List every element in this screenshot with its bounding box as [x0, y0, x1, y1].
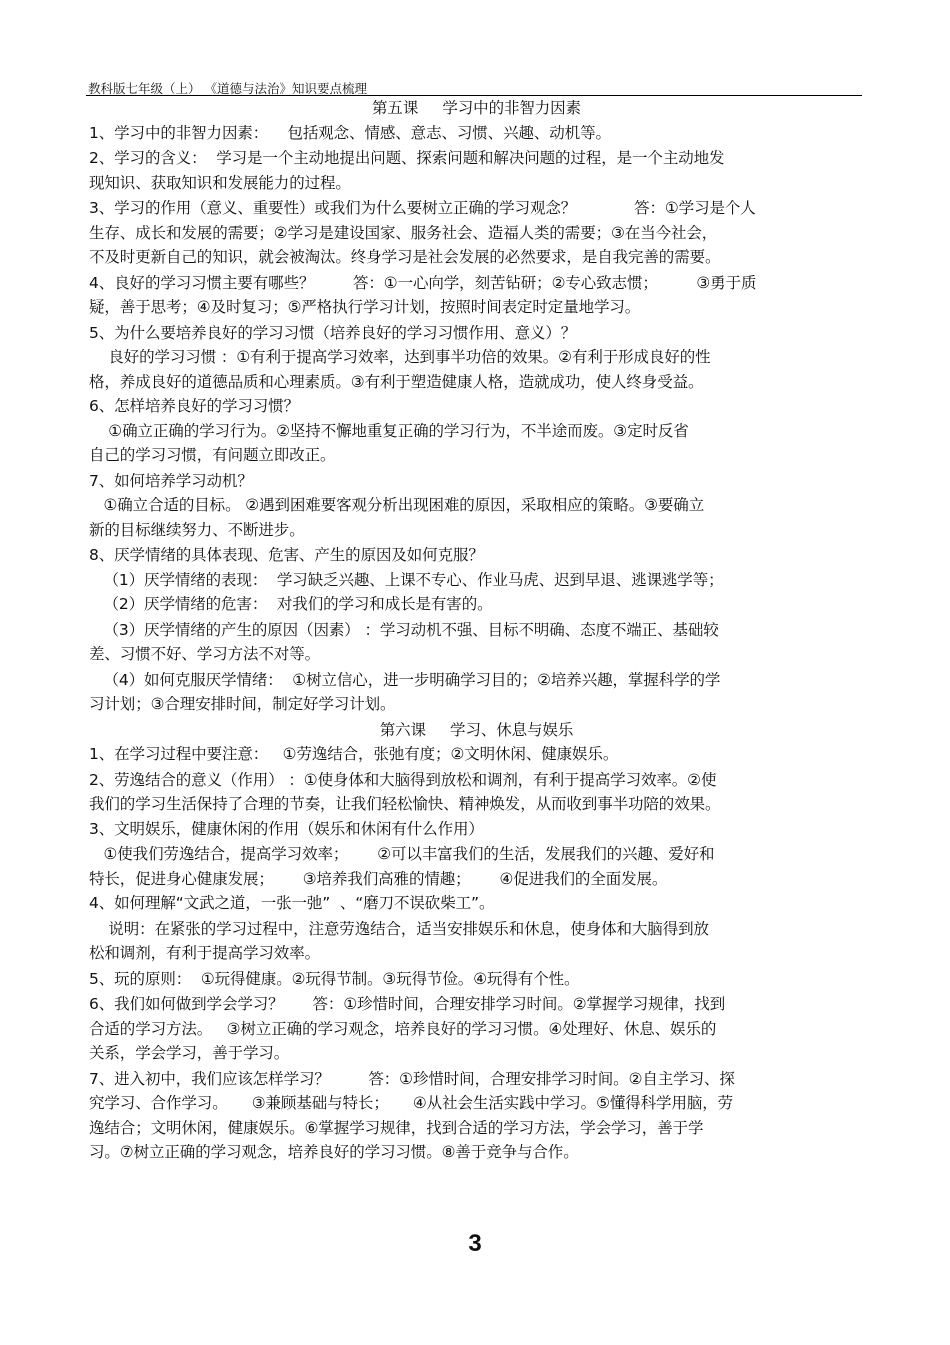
page-header: 教科版七年级（上） 《道德与法治》知识要点梳理 [88, 81, 367, 96]
text-line: ①确立正确的学习行为。②坚持不懈地重复正确的学习行为，不半途而废。③定时反省 [89, 421, 689, 440]
text-line: 4、如何理解“文武之道，一张一弛” 、“磨刀不误砍柴工”。 [89, 894, 495, 912]
text-line: 说明：在紧张的学习过程中，注意劳逸结合，适当安排娱乐和休息，使身体和大脑得到放 [89, 919, 709, 938]
text-line: 习。⑦树立正确的学习观念，培养良好的学习习惯。⑧善于竞争与合作。 [89, 1143, 579, 1161]
text-line: （3）厌学情绪的产生的原因（因素） ：学习动机不强、目标不明确、态度不端正、基础较 [89, 620, 719, 639]
text-line: 6、我们如何做到学会学习？ 答：①珍惜时间，合理安排学习时间。②掌握学习规律，找到 [89, 995, 726, 1013]
text-line: 不及时更新自己的知识，就会被淘汰。终身学习是社会发展的必然要求，是自我完善的需要。 [89, 248, 721, 266]
text-line: 5、玩的原则： ①玩得健康。②玩得节制。③玩得节俭。④玩得有个性。 [89, 969, 580, 988]
text-line: （4）如何克服厌学情绪： ①树立信心，进一步明确学习目的；②培养兴趣，掌握科学的学 [89, 670, 721, 689]
text-line: 7、进入初中，我们应该怎样学习？ 答：①珍惜时间，合理安排学习时间。②自主学习、探 [89, 1069, 735, 1088]
page-number: 3 [468, 1230, 482, 1257]
text-line: 1、在学习过程中要注意： ①劳逸结合，张弛有度；②文明休闲、健康娱乐。 [89, 745, 619, 763]
text-line: 1、学习中的非智力因素： 包括观念、情感、意志、习惯、兴趣、动机等。 [89, 123, 611, 142]
text-line: 疑，善于思考；④及时复习；⑤严格执行学习计划，按照时间表定时定量地学习。 [89, 298, 641, 316]
text-line: ①确立合适的目标。 ②遇到困难要客观分析出现困难的原因，采取相应的策略。③要确立 [89, 496, 705, 514]
text-line: 现知识、获取知识和发展能力的过程。 [89, 173, 351, 192]
text-line: 3、学习的作用（意义、重要性）或我们为什么要树立正确的学习观念？ 答：①学习是个人 [89, 199, 756, 217]
text-line: 良好的学习习惯 ：①有利于提高学习效率，达到事半功倍的效果。②有利于形成良好的性 [89, 348, 711, 366]
text-line: 8、厌学情绪的具体表现、危害、产生的原因及如何克服？ [89, 546, 484, 564]
text-line: 逸结合；文明休闲，健康娱乐。⑥掌握学习规律，找到合适的学习方法，学会学习，善于学 [89, 1118, 704, 1137]
text-line: ①使我们劳逸结合，提高学习效率； ②可以丰富我们的生活，发展我们的兴趣、爱好和 [89, 845, 715, 863]
text-line: （1）厌学情绪的表现： 学习缺乏兴趣、上课不专心、作业马虎、迟到早退、逃课逃学等； [89, 570, 724, 589]
text-line: 我们的学习生活保持了合理的节奏，让我们轻松愉快、精神焕发，从而收到事半功陪的效果。 [89, 795, 721, 813]
text-line: （2）厌学情绪的危害： 对我们的学习和成长是有害的。 [89, 595, 493, 613]
text-line: 7、如何培养学习动机？ [89, 471, 253, 490]
text-line: 生存、成长和发展的需要；②学习是建设国家、服务社会、造福人类的需要；③在当今社会， [89, 223, 718, 242]
text-line: 格，养成良好的道德品质和心理素质。③有利于塑造健康人格，造就成功，使人终身受益。 [89, 372, 704, 391]
text-line: 关系，学会学习，善于学习。 [89, 1044, 290, 1062]
text-line: 松和调剂，有利于提高学习效率。 [89, 944, 321, 962]
text-line: 5、为什么要培养良好的学习习惯（培养良好的学习习惯作用、意义）？ [89, 323, 577, 342]
text-line: 究学习、合作学习。 ③兼顾基础与特长； ④从社会生活实践中学习。⑤懂得科学用脑，劳 [89, 1094, 734, 1112]
text-line: 特长，促进身心健康发展； ③培养我们高雅的情趣； ④促进我们的全面发展。 [89, 869, 668, 888]
text-line: 4、良好的学习习惯主要有哪些？ 答：①一心向学，刻苦钻研；②专心致志惯； ③勇于质 [89, 273, 757, 292]
text-line: 2、劳逸结合的意义（作用） ：①使身体和大脑得到放松和调剂，有利于提高学习效率。②使 [89, 770, 717, 789]
text-line: 合适的学习方法。 ③树立正确的学习观念，培养良好的学习习惯。④处理好、休息、娱乐的 [89, 1019, 717, 1038]
text-line: 新的目标继续努力、不断进步。 [89, 520, 305, 539]
text-line: 2、学习的含义： 学习是一个主动地提出问题、探索问题和解决问题的过程，是一个主动地发 [89, 149, 725, 167]
text-line: 3、文明娱乐，健康休闲的作用（娱乐和休闲有什么作用） [89, 819, 484, 838]
lesson-title: 第五课 学习中的非智力因素 [372, 99, 581, 117]
text-line: 自己的学习习惯，有问题立即改正。 [89, 446, 336, 464]
document-body [89, 96, 864, 1165]
lesson-title: 第六课 学习、休息与娱乐 [379, 720, 574, 739]
text-line: 习计划；③合理安排时间，制定好学习计划。 [89, 695, 396, 713]
text-line: 6、怎样培养良好的学习习惯？ [89, 397, 299, 415]
text-line: 差、习惯不好、学习方法不对等。 [89, 645, 321, 663]
